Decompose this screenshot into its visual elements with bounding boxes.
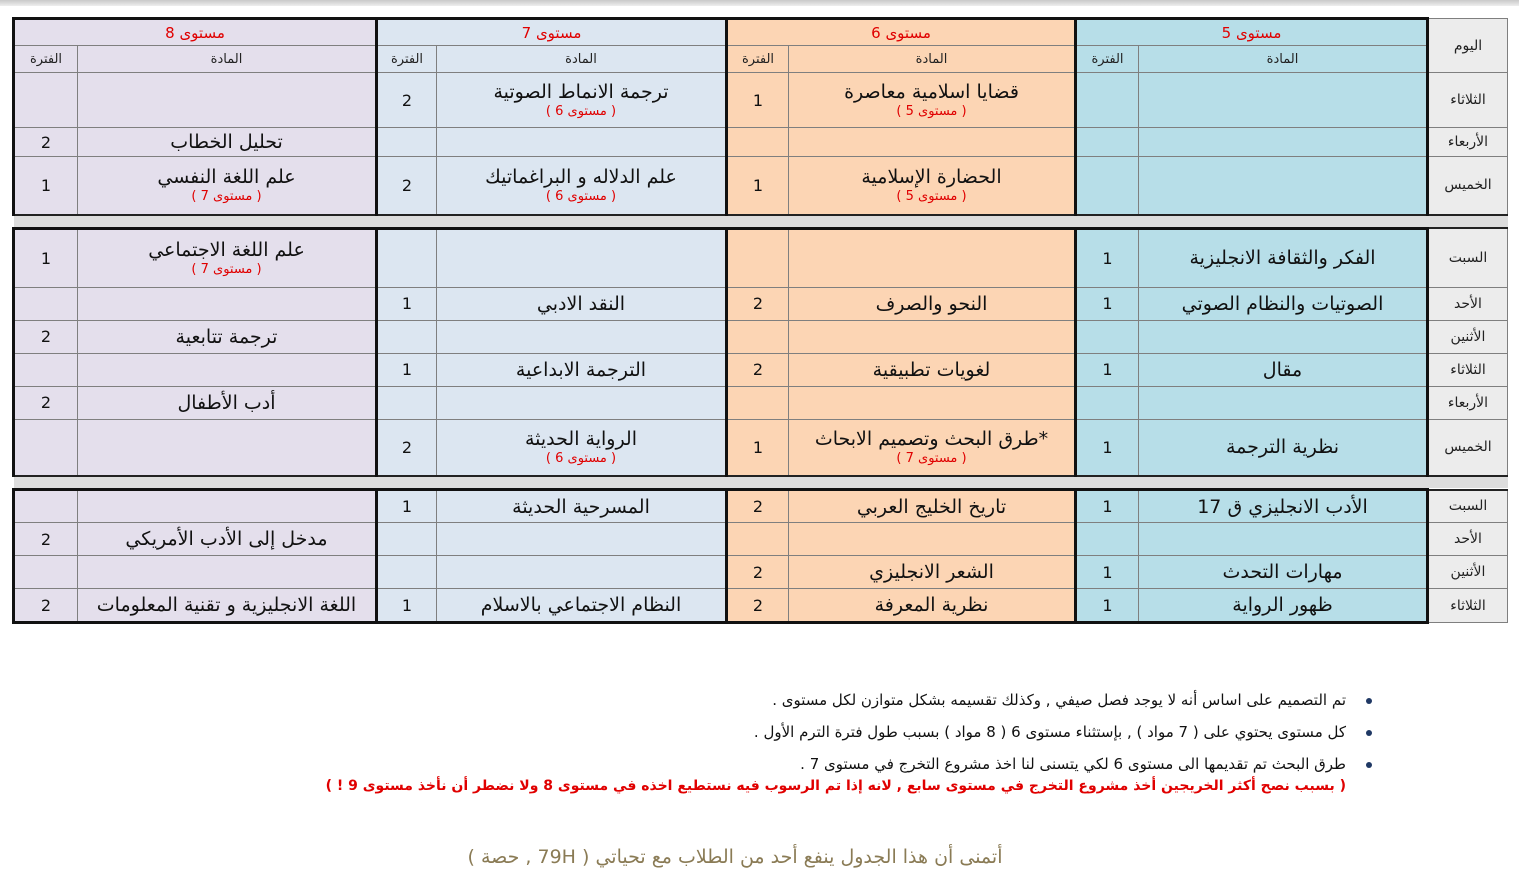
period-cell: 2 xyxy=(727,287,789,320)
subject-cell xyxy=(1139,73,1428,128)
period-cell xyxy=(727,128,789,157)
subject-name: لغويات تطبيقية xyxy=(872,358,991,381)
schedule-row xyxy=(14,287,1508,320)
level-note: ( مستوى 7 ) xyxy=(191,261,262,277)
subject-name: الأدب الانجليزي ق 17 xyxy=(1197,495,1368,518)
separator-cell xyxy=(14,215,1508,229)
period-cell: 1 xyxy=(1076,490,1139,523)
subject-cell xyxy=(789,589,1076,623)
subject-cell xyxy=(78,589,377,623)
day-cell: الأحد xyxy=(1428,523,1508,556)
column-header-row xyxy=(14,46,1508,73)
schedule-row xyxy=(14,228,1508,287)
subject-cell xyxy=(78,353,377,386)
subject-header: المادة xyxy=(437,46,727,73)
subject-cell xyxy=(437,228,727,287)
subject-name: الترجمة الابداعية xyxy=(515,358,647,381)
period-cell: 1 xyxy=(377,589,437,623)
subject-header: المادة xyxy=(1139,46,1428,73)
period-cell xyxy=(727,386,789,419)
period-cell: 1 xyxy=(14,228,78,287)
subject-cell xyxy=(78,490,377,523)
bullet-dot-icon xyxy=(1366,698,1372,704)
schedule-row xyxy=(14,128,1508,157)
footer-message: أتمنى أن هذا الجدول ينفع أحد من الطلاب مع تحياتي ( 79H , حصة ) xyxy=(467,846,1003,868)
subject-header: المادة xyxy=(78,46,377,73)
day-cell: الأثنين xyxy=(1428,556,1508,589)
bullet-dot-icon xyxy=(1366,762,1372,768)
level-note: ( مستوى 7 ) xyxy=(896,450,967,466)
subject-cell xyxy=(1139,320,1428,353)
period-cell: 1 xyxy=(727,157,789,215)
period-cell: 1 xyxy=(1076,228,1139,287)
period-cell xyxy=(377,320,437,353)
day-cell: الأثنين xyxy=(1428,320,1508,353)
day-column-header: اليوم xyxy=(1428,19,1508,73)
schedule-row xyxy=(14,490,1508,523)
subject-cell xyxy=(789,386,1076,419)
level-8-header: مستوى 8 xyxy=(14,19,377,46)
period-cell: 1 xyxy=(1076,287,1139,320)
subject-cell xyxy=(78,320,377,353)
red-note: ( بسبب نصح أكثر الخريجين أخذ مشروع التخرج في مستوى سابع , لانه إذا تم الرسوب فيه نستطيع اخذه في مستوى 8 ولا نضطر أن نأخذ مستوى 9 ! ) xyxy=(325,778,1346,794)
subject-name: *طرق البحث وتصميم الابحاث xyxy=(814,427,1049,450)
week-separator xyxy=(14,476,1508,490)
period-cell xyxy=(14,490,78,523)
day-cell: الأحد xyxy=(1428,287,1508,320)
period-cell xyxy=(377,556,437,589)
schedule-row xyxy=(14,73,1508,128)
subject-cell xyxy=(78,386,377,419)
schedule-row xyxy=(14,386,1508,419)
subject-cell xyxy=(1139,556,1428,589)
schedule-row xyxy=(14,419,1508,476)
notes-section xyxy=(250,690,1380,796)
period-cell: 1 xyxy=(1076,419,1139,476)
period-cell xyxy=(727,523,789,556)
top-border xyxy=(0,0,1519,6)
subject-name: أدب الأطفال xyxy=(177,391,276,414)
day-cell: الثلاثاء xyxy=(1428,73,1508,128)
subject-cell xyxy=(78,157,377,215)
period-cell: 2 xyxy=(727,353,789,386)
note-text: طرق البحث تم تقديمها الى مستوى 6 لكي يتسنى لنا اخذ مشروع التخرج في مستوى 7 . xyxy=(800,755,1346,773)
subject-cell xyxy=(789,320,1076,353)
schedule-row xyxy=(14,523,1508,556)
period-cell xyxy=(377,386,437,419)
bullet-dot-icon xyxy=(1366,730,1372,736)
period-cell: 1 xyxy=(1076,556,1139,589)
level-note: ( مستوى 6 ) xyxy=(545,103,617,119)
subject-name: نظرية الترجمة xyxy=(1225,436,1340,459)
subject-name: ظهور الرواية xyxy=(1232,594,1333,616)
level-header-row xyxy=(14,19,1508,46)
subject-cell xyxy=(437,73,727,128)
period-header: الفترة xyxy=(377,46,437,73)
subject-cell xyxy=(789,128,1076,157)
subject-cell xyxy=(789,228,1076,287)
subject-name: تحليل الخطاب xyxy=(170,131,283,153)
subject-name: الفكر والثقافة الانجليزية xyxy=(1189,247,1376,269)
subject-cell xyxy=(437,490,727,523)
period-cell: 1 xyxy=(727,419,789,476)
subject-cell xyxy=(437,128,727,157)
period-cell xyxy=(1076,320,1139,353)
level-note: ( مستوى 6 ) xyxy=(545,450,617,466)
week-separator xyxy=(14,215,1508,229)
subject-cell xyxy=(1139,386,1428,419)
level-note: ( مستوى 7 ) xyxy=(191,188,262,204)
level-note: ( مستوى 6 ) xyxy=(545,188,617,204)
bullet-note xyxy=(250,754,1380,774)
bullet-note xyxy=(250,690,1380,710)
level-5-header: مستوى 5 xyxy=(1076,19,1428,46)
subject-cell xyxy=(789,157,1076,215)
subject-cell xyxy=(437,386,727,419)
subject-name: مهارات التحدث xyxy=(1222,561,1343,583)
subject-cell xyxy=(78,228,377,287)
period-cell: 2 xyxy=(14,523,78,556)
day-cell: السبت xyxy=(1428,228,1508,287)
schedule-table xyxy=(12,17,1508,624)
period-cell: 1 xyxy=(1076,353,1139,386)
period-cell: 2 xyxy=(14,320,78,353)
period-cell: 1 xyxy=(727,73,789,128)
period-cell: 2 xyxy=(377,157,437,215)
subject-name: النظام الاجتماعي بالاسلام xyxy=(480,594,682,616)
subject-name: الشعر الانجليزي xyxy=(869,561,994,583)
subject-cell xyxy=(437,556,727,589)
schedule-row xyxy=(14,353,1508,386)
subject-name: المسرحية الحديثة xyxy=(512,495,650,518)
period-cell: 1 xyxy=(377,353,437,386)
period-cell xyxy=(377,228,437,287)
subject-name: علم اللغة النفسي xyxy=(157,165,296,188)
schedule-row xyxy=(14,589,1508,623)
level-note: ( مستوى 5 ) xyxy=(896,188,967,204)
subject-cell xyxy=(1139,353,1428,386)
subject-cell xyxy=(789,556,1076,589)
subject-cell xyxy=(789,353,1076,386)
period-cell: 2 xyxy=(727,490,789,523)
schedule-body xyxy=(14,19,1508,623)
subject-name: ترجمة الانماط الصوتية xyxy=(493,80,669,103)
period-cell: 2 xyxy=(14,589,78,623)
subject-cell xyxy=(789,287,1076,320)
subject-name: نظرية المعرفة xyxy=(874,594,989,616)
subject-cell xyxy=(1139,228,1428,287)
period-cell xyxy=(1076,128,1139,157)
subject-name: النقد الادبي xyxy=(536,292,626,315)
subject-cell xyxy=(1139,157,1428,215)
subject-name: اللغة الانجليزية و تقنية المعلومات xyxy=(96,594,357,616)
period-cell: 1 xyxy=(377,287,437,320)
period-header: الفترة xyxy=(1076,46,1139,73)
period-cell: 2 xyxy=(727,556,789,589)
note-text: كل مستوى يحتوي على ( 7 مواد ) , بإستثناء مستوى 6 ( 8 مواد ) بسبب طول فترة الترم الأول . xyxy=(753,723,1346,741)
subject-cell xyxy=(78,128,377,157)
day-cell: الثلاثاء xyxy=(1428,589,1508,623)
period-cell xyxy=(377,128,437,157)
level-6-header: مستوى 6 xyxy=(727,19,1076,46)
subject-cell xyxy=(78,419,377,476)
subject-cell xyxy=(437,287,727,320)
subject-name: الصوتيات والنظام الصوتي xyxy=(1181,292,1384,315)
period-cell: 2 xyxy=(377,73,437,128)
day-cell: الأربعاء xyxy=(1428,128,1508,157)
subject-cell xyxy=(78,523,377,556)
period-cell: 1 xyxy=(14,157,78,215)
day-cell: السبت xyxy=(1428,490,1508,523)
level-note: ( مستوى 5 ) xyxy=(896,103,967,119)
subject-name: الحضارة الإسلامية xyxy=(861,165,1002,188)
subject-cell xyxy=(1139,287,1428,320)
period-header: الفترة xyxy=(14,46,78,73)
period-cell xyxy=(1076,73,1139,128)
subject-cell xyxy=(78,556,377,589)
schedule-row xyxy=(14,157,1508,215)
subject-cell xyxy=(78,287,377,320)
subject-name: ترجمة تتابعية xyxy=(175,325,278,348)
subject-name: تاريخ الخليج العربي xyxy=(856,495,1007,518)
period-cell: 2 xyxy=(377,419,437,476)
note-text: تم التصميم على اساس أنه لا يوجد فصل صيفي , وكذلك تقسيمه بشكل متوازن لكل مستوى . xyxy=(772,691,1346,709)
period-header: الفترة xyxy=(727,46,789,73)
subject-cell xyxy=(1139,419,1428,476)
subject-cell xyxy=(789,73,1076,128)
period-cell: 2 xyxy=(727,589,789,623)
subject-name: الرواية الحديثة xyxy=(524,427,638,450)
period-cell xyxy=(14,419,78,476)
period-cell: 2 xyxy=(14,386,78,419)
subject-name: علم الدلاله و البراغماتيك xyxy=(485,165,677,188)
bullet-note xyxy=(250,722,1380,742)
level-7-header: مستوى 7 xyxy=(377,19,727,46)
period-cell xyxy=(14,73,78,128)
subject-cell xyxy=(789,523,1076,556)
period-cell xyxy=(727,320,789,353)
day-cell: الأربعاء xyxy=(1428,386,1508,419)
period-cell xyxy=(14,556,78,589)
subject-name: علم اللغة الاجتماعي xyxy=(148,238,305,261)
subject-name: مقال xyxy=(1262,358,1303,381)
subject-cell xyxy=(437,523,727,556)
period-cell: 2 xyxy=(14,128,78,157)
day-cell: الخميس xyxy=(1428,419,1508,476)
period-cell xyxy=(727,228,789,287)
subject-cell xyxy=(1139,589,1428,623)
period-cell: 1 xyxy=(377,490,437,523)
period-cell xyxy=(1076,386,1139,419)
period-cell xyxy=(1076,157,1139,215)
period-cell: 1 xyxy=(1076,589,1139,623)
subject-header: المادة xyxy=(789,46,1076,73)
subject-cell xyxy=(437,157,727,215)
subject-cell xyxy=(437,419,727,476)
subject-cell xyxy=(1139,490,1428,523)
subject-cell xyxy=(1139,128,1428,157)
subject-cell xyxy=(437,589,727,623)
day-cell: الخميس xyxy=(1428,157,1508,215)
period-cell xyxy=(14,287,78,320)
subject-name: قضايا اسلامية معاصرة xyxy=(844,80,1019,103)
subject-cell xyxy=(437,320,727,353)
separator-cell xyxy=(14,476,1508,490)
subject-cell xyxy=(789,490,1076,523)
period-cell xyxy=(377,523,437,556)
period-cell xyxy=(14,353,78,386)
schedule-row xyxy=(14,320,1508,353)
subject-cell xyxy=(78,73,377,128)
day-cell: الثلاثاء xyxy=(1428,353,1508,386)
subject-cell xyxy=(789,419,1076,476)
subject-cell xyxy=(437,353,727,386)
subject-cell xyxy=(1139,523,1428,556)
period-cell xyxy=(1076,523,1139,556)
subject-name: مدخل إلى الأدب الأمريكي xyxy=(125,528,328,550)
schedule-row xyxy=(14,556,1508,589)
subject-name: النحو والصرف xyxy=(875,292,988,315)
